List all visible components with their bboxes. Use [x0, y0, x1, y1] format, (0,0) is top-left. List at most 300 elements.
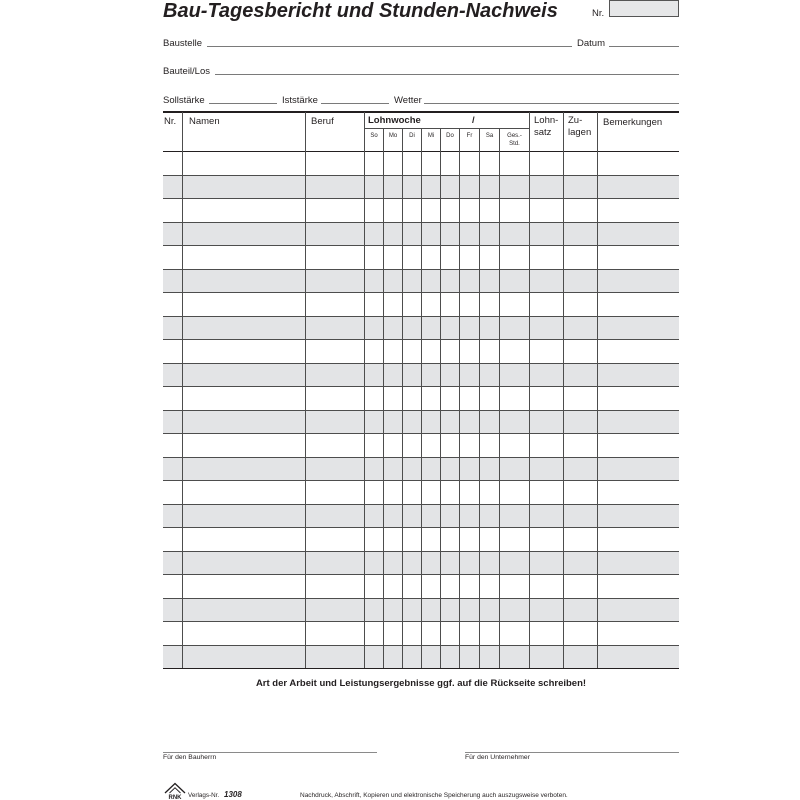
cell-di: [403, 317, 422, 340]
cell-so: [365, 575, 384, 598]
col-header-fr: Fr: [466, 133, 473, 139]
cell-fr: [460, 599, 480, 622]
cell-sa: [480, 411, 500, 434]
cell-beruf: [306, 528, 365, 551]
cell-fr: [460, 552, 480, 575]
cell-mo: [384, 411, 403, 434]
cell-ges-std: [500, 340, 530, 363]
cell-bemerkungen: [598, 223, 679, 246]
cell-nr: [163, 575, 183, 598]
col-header-lohnwoche: Lohnwoche: [368, 115, 421, 126]
col-header-lohnsatz-line2: satz: [534, 127, 552, 138]
cell-zulagen: [564, 552, 598, 575]
cell-beruf: [306, 340, 365, 363]
cell-beruf: [306, 293, 365, 316]
cell-mi: [422, 223, 441, 246]
cell-so: [365, 199, 384, 222]
cell-lohnsatz: [530, 152, 564, 175]
cell-fr: [460, 293, 480, 316]
cell-lohnsatz: [530, 646, 564, 669]
cell-di: [403, 528, 422, 551]
table-top-rule: [163, 111, 679, 113]
cell-fr: [460, 223, 480, 246]
cell-nr: [163, 552, 183, 575]
cell-do: [441, 387, 460, 410]
cell-namen: [183, 176, 306, 199]
cell-di: [403, 364, 422, 387]
cell-beruf: [306, 481, 365, 504]
cell-zulagen: [564, 246, 598, 269]
cell-ges-std: [500, 387, 530, 410]
cell-nr: [163, 199, 183, 222]
col-header-do: Do: [446, 133, 454, 139]
table-row: [163, 622, 679, 646]
cell-bemerkungen: [598, 246, 679, 269]
cell-lohnsatz: [530, 575, 564, 598]
cell-nr: [163, 505, 183, 528]
table-row: [163, 223, 679, 247]
cell-beruf: [306, 199, 365, 222]
cell-do: [441, 293, 460, 316]
cell-bemerkungen: [598, 481, 679, 504]
cell-mo: [384, 552, 403, 575]
cell-nr: [163, 599, 183, 622]
cell-zulagen: [564, 364, 598, 387]
table-row: [163, 434, 679, 458]
cell-ges-std: [500, 481, 530, 504]
table-row: [163, 364, 679, 388]
bauteil-los-line: [215, 74, 679, 75]
cell-do: [441, 317, 460, 340]
cell-mi: [422, 364, 441, 387]
cell-nr: [163, 387, 183, 410]
cell-sa: [480, 176, 500, 199]
cell-zulagen: [564, 646, 598, 669]
cell-mo: [384, 270, 403, 293]
cell-sa: [480, 434, 500, 457]
cell-namen: [183, 575, 306, 598]
col-header-std: Std.: [509, 141, 520, 147]
cell-beruf: [306, 622, 365, 645]
cell-mi: [422, 340, 441, 363]
verlag-label: Verlags-Nr.: [188, 792, 220, 799]
cell-mi: [422, 552, 441, 575]
cell-fr: [460, 575, 480, 598]
table-row: [163, 481, 679, 505]
cell-bemerkungen: [598, 176, 679, 199]
cell-mo: [384, 528, 403, 551]
cell-zulagen: [564, 434, 598, 457]
cell-di: [403, 340, 422, 363]
signature-label-bauherr: Für den Bauherrn: [163, 754, 217, 761]
cell-beruf: [306, 646, 365, 669]
column-divider: [182, 112, 183, 152]
signature-line-bauherr: [163, 752, 377, 753]
cell-bemerkungen: [598, 270, 679, 293]
cell-fr: [460, 646, 480, 669]
cell-mo: [384, 364, 403, 387]
cell-mi: [422, 293, 441, 316]
cell-do: [441, 434, 460, 457]
cell-so: [365, 387, 384, 410]
cell-sa: [480, 458, 500, 481]
cell-di: [403, 246, 422, 269]
iststaerke-line: [321, 103, 389, 104]
cell-zulagen: [564, 505, 598, 528]
cell-so: [365, 340, 384, 363]
cell-sa: [480, 387, 500, 410]
table-row: [163, 317, 679, 341]
cell-beruf: [306, 152, 365, 175]
cell-ges-std: [500, 176, 530, 199]
cell-mo: [384, 434, 403, 457]
cell-nr: [163, 317, 183, 340]
table-row: [163, 552, 679, 576]
cell-lohnsatz: [530, 505, 564, 528]
cell-so: [365, 152, 384, 175]
cell-so: [365, 317, 384, 340]
cell-mo: [384, 622, 403, 645]
cell-fr: [460, 152, 480, 175]
cell-bemerkungen: [598, 575, 679, 598]
cell-so: [365, 599, 384, 622]
cell-nr: [163, 434, 183, 457]
cell-mi: [422, 434, 441, 457]
cell-mi: [422, 152, 441, 175]
cell-mi: [422, 505, 441, 528]
cell-do: [441, 199, 460, 222]
cell-di: [403, 622, 422, 645]
cell-ges-std: [500, 293, 530, 316]
instruction-note: Art der Arbeit und Leistungsergebnisse ggf. auf die Rückseite schreiben!: [255, 678, 587, 689]
cell-do: [441, 575, 460, 598]
cell-nr: [163, 340, 183, 363]
cell-beruf: [306, 387, 365, 410]
cell-nr: [163, 176, 183, 199]
cell-nr: [163, 528, 183, 551]
cell-lohnsatz: [530, 199, 564, 222]
cell-ges-std: [500, 552, 530, 575]
cell-zulagen: [564, 458, 598, 481]
day-divider: [499, 128, 500, 152]
cell-ges-std: [500, 434, 530, 457]
cell-nr: [163, 364, 183, 387]
cell-zulagen: [564, 293, 598, 316]
col-header-so: So: [370, 133, 378, 139]
cell-nr: [163, 622, 183, 645]
cell-mi: [422, 411, 441, 434]
cell-mi: [422, 646, 441, 669]
cell-sa: [480, 223, 500, 246]
cell-mo: [384, 599, 403, 622]
cell-di: [403, 481, 422, 504]
cell-ges-std: [500, 152, 530, 175]
cell-so: [365, 176, 384, 199]
cell-ges-std: [500, 622, 530, 645]
cell-bemerkungen: [598, 528, 679, 551]
cell-lohnsatz: [530, 176, 564, 199]
cell-bemerkungen: [598, 293, 679, 316]
cell-ges-std: [500, 317, 530, 340]
cell-nr: [163, 411, 183, 434]
cell-mi: [422, 528, 441, 551]
cell-bemerkungen: [598, 317, 679, 340]
table-row: [163, 646, 679, 670]
cell-beruf: [306, 505, 365, 528]
cell-nr: [163, 646, 183, 669]
cell-zulagen: [564, 152, 598, 175]
cell-di: [403, 599, 422, 622]
cell-nr: [163, 246, 183, 269]
cell-sa: [480, 505, 500, 528]
cell-di: [403, 387, 422, 410]
cell-so: [365, 434, 384, 457]
cell-sa: [480, 552, 500, 575]
table-row: [163, 387, 679, 411]
cell-bemerkungen: [598, 364, 679, 387]
cell-fr: [460, 176, 480, 199]
cell-beruf: [306, 270, 365, 293]
cell-bemerkungen: [598, 505, 679, 528]
table-row: [163, 246, 679, 270]
cell-beruf: [306, 246, 365, 269]
table-row: [163, 270, 679, 294]
cell-do: [441, 552, 460, 575]
cell-zulagen: [564, 223, 598, 246]
cell-sa: [480, 199, 500, 222]
table-row: [163, 199, 679, 223]
datum-line: [609, 46, 679, 47]
cell-mi: [422, 317, 441, 340]
table-row: [163, 528, 679, 552]
cell-nr: [163, 270, 183, 293]
cell-di: [403, 223, 422, 246]
cell-bemerkungen: [598, 152, 679, 175]
cell-so: [365, 552, 384, 575]
cell-lohnsatz: [530, 599, 564, 622]
col-header-ges: Ges.-: [507, 133, 522, 139]
cell-lohnsatz: [530, 411, 564, 434]
table-row: [163, 575, 679, 599]
cell-mi: [422, 481, 441, 504]
column-divider: [305, 112, 306, 152]
cell-so: [365, 246, 384, 269]
cell-sa: [480, 481, 500, 504]
cell-so: [365, 270, 384, 293]
cell-beruf: [306, 552, 365, 575]
cell-sa: [480, 575, 500, 598]
cell-lohnsatz: [530, 552, 564, 575]
cell-namen: [183, 646, 306, 669]
cell-ges-std: [500, 575, 530, 598]
cell-sa: [480, 152, 500, 175]
cell-so: [365, 646, 384, 669]
cell-namen: [183, 411, 306, 434]
cell-mo: [384, 246, 403, 269]
cell-sa: [480, 599, 500, 622]
cell-namen: [183, 364, 306, 387]
cell-namen: [183, 528, 306, 551]
cell-namen: [183, 199, 306, 222]
form-number-label: Nr.: [592, 8, 605, 19]
sollstaerke-label: Sollstärke: [163, 95, 205, 106]
cell-sa: [480, 528, 500, 551]
signature-line-unternehmer: [465, 752, 679, 753]
cell-bemerkungen: [598, 646, 679, 669]
day-divider: [383, 128, 384, 152]
cell-mo: [384, 481, 403, 504]
cell-ges-std: [500, 599, 530, 622]
cell-sa: [480, 340, 500, 363]
cell-namen: [183, 552, 306, 575]
cell-beruf: [306, 411, 365, 434]
cell-ges-std: [500, 528, 530, 551]
cell-di: [403, 176, 422, 199]
cell-di: [403, 458, 422, 481]
cell-mo: [384, 505, 403, 528]
table-row: [163, 176, 679, 200]
cell-namen: [183, 599, 306, 622]
cell-bemerkungen: [598, 340, 679, 363]
cell-namen: [183, 505, 306, 528]
baustelle-label: Baustelle: [163, 38, 203, 49]
cell-di: [403, 270, 422, 293]
cell-mi: [422, 270, 441, 293]
cell-zulagen: [564, 176, 598, 199]
publisher-logo-icon: [163, 782, 187, 800]
table-row: [163, 340, 679, 364]
cell-beruf: [306, 575, 365, 598]
cell-mo: [384, 152, 403, 175]
cell-lohnsatz: [530, 528, 564, 551]
cell-lohnsatz: [530, 340, 564, 363]
cell-di: [403, 199, 422, 222]
cell-bemerkungen: [598, 434, 679, 457]
cell-ges-std: [500, 411, 530, 434]
day-divider: [440, 128, 441, 152]
cell-mi: [422, 599, 441, 622]
cell-namen: [183, 246, 306, 269]
cell-nr: [163, 223, 183, 246]
cell-mi: [422, 458, 441, 481]
cell-namen: [183, 458, 306, 481]
cell-so: [365, 364, 384, 387]
cell-beruf: [306, 317, 365, 340]
cell-di: [403, 505, 422, 528]
cell-so: [365, 622, 384, 645]
cell-namen: [183, 622, 306, 645]
lohnwoche-separator: /: [472, 115, 475, 126]
iststaerke-label: Iststärke: [282, 95, 318, 106]
cell-fr: [460, 458, 480, 481]
col-header-di: Di: [409, 133, 415, 139]
cell-mi: [422, 176, 441, 199]
cell-ges-std: [500, 270, 530, 293]
cell-do: [441, 505, 460, 528]
cell-do: [441, 458, 460, 481]
cell-beruf: [306, 599, 365, 622]
col-header-bemerkungen: Bemerkungen: [603, 117, 663, 128]
cell-do: [441, 246, 460, 269]
cell-mo: [384, 575, 403, 598]
cell-di: [403, 552, 422, 575]
cell-fr: [460, 270, 480, 293]
day-divider: [421, 128, 422, 152]
cell-zulagen: [564, 481, 598, 504]
table-header: [163, 112, 679, 152]
cell-nr: [163, 481, 183, 504]
cell-fr: [460, 481, 480, 504]
col-header-mi: Mi: [427, 133, 435, 139]
cell-ges-std: [500, 505, 530, 528]
cell-mo: [384, 458, 403, 481]
cell-sa: [480, 270, 500, 293]
wetter-label: Wetter: [394, 95, 422, 106]
cell-mi: [422, 246, 441, 269]
col-header-zulagen-line1: Zu-: [568, 115, 583, 126]
cell-sa: [480, 317, 500, 340]
cell-ges-std: [500, 199, 530, 222]
cell-mi: [422, 575, 441, 598]
cell-mi: [422, 622, 441, 645]
cell-nr: [163, 458, 183, 481]
day-divider: [402, 128, 403, 152]
cell-do: [441, 364, 460, 387]
copyright-notice: Nachdruck, Abschrift, Kopieren und elektronische Speicherung auch auszugsweise verboten.: [300, 792, 568, 799]
cell-do: [441, 646, 460, 669]
cell-beruf: [306, 223, 365, 246]
cell-ges-std: [500, 223, 530, 246]
col-header-beruf: Beruf: [311, 116, 334, 127]
cell-fr: [460, 505, 480, 528]
cell-bemerkungen: [598, 622, 679, 645]
cell-fr: [460, 387, 480, 410]
cell-mo: [384, 317, 403, 340]
day-divider: [479, 128, 480, 152]
cell-bemerkungen: [598, 199, 679, 222]
cell-ges-std: [500, 364, 530, 387]
form-title: Bau-Tagesbericht und Stunden-Nachweis: [163, 0, 558, 22]
cell-lohnsatz: [530, 434, 564, 457]
cell-bemerkungen: [598, 552, 679, 575]
verlag-number: 1308: [224, 790, 242, 799]
cell-namen: [183, 340, 306, 363]
cell-di: [403, 411, 422, 434]
cell-so: [365, 505, 384, 528]
cell-sa: [480, 646, 500, 669]
cell-do: [441, 528, 460, 551]
cell-mo: [384, 340, 403, 363]
cell-mo: [384, 199, 403, 222]
table-row: [163, 152, 679, 176]
table-row: [163, 293, 679, 317]
cell-lohnsatz: [530, 270, 564, 293]
cell-do: [441, 176, 460, 199]
table-row: [163, 458, 679, 482]
cell-di: [403, 293, 422, 316]
cell-namen: [183, 270, 306, 293]
cell-beruf: [306, 458, 365, 481]
table-row: [163, 411, 679, 435]
table-row: [163, 599, 679, 623]
cell-so: [365, 411, 384, 434]
column-divider: [563, 112, 564, 152]
cell-lohnsatz: [530, 387, 564, 410]
cell-fr: [460, 434, 480, 457]
cell-do: [441, 223, 460, 246]
col-header-lohnsatz-line1: Lohn-: [534, 115, 559, 126]
col-header-mo: Mo: [388, 133, 398, 139]
